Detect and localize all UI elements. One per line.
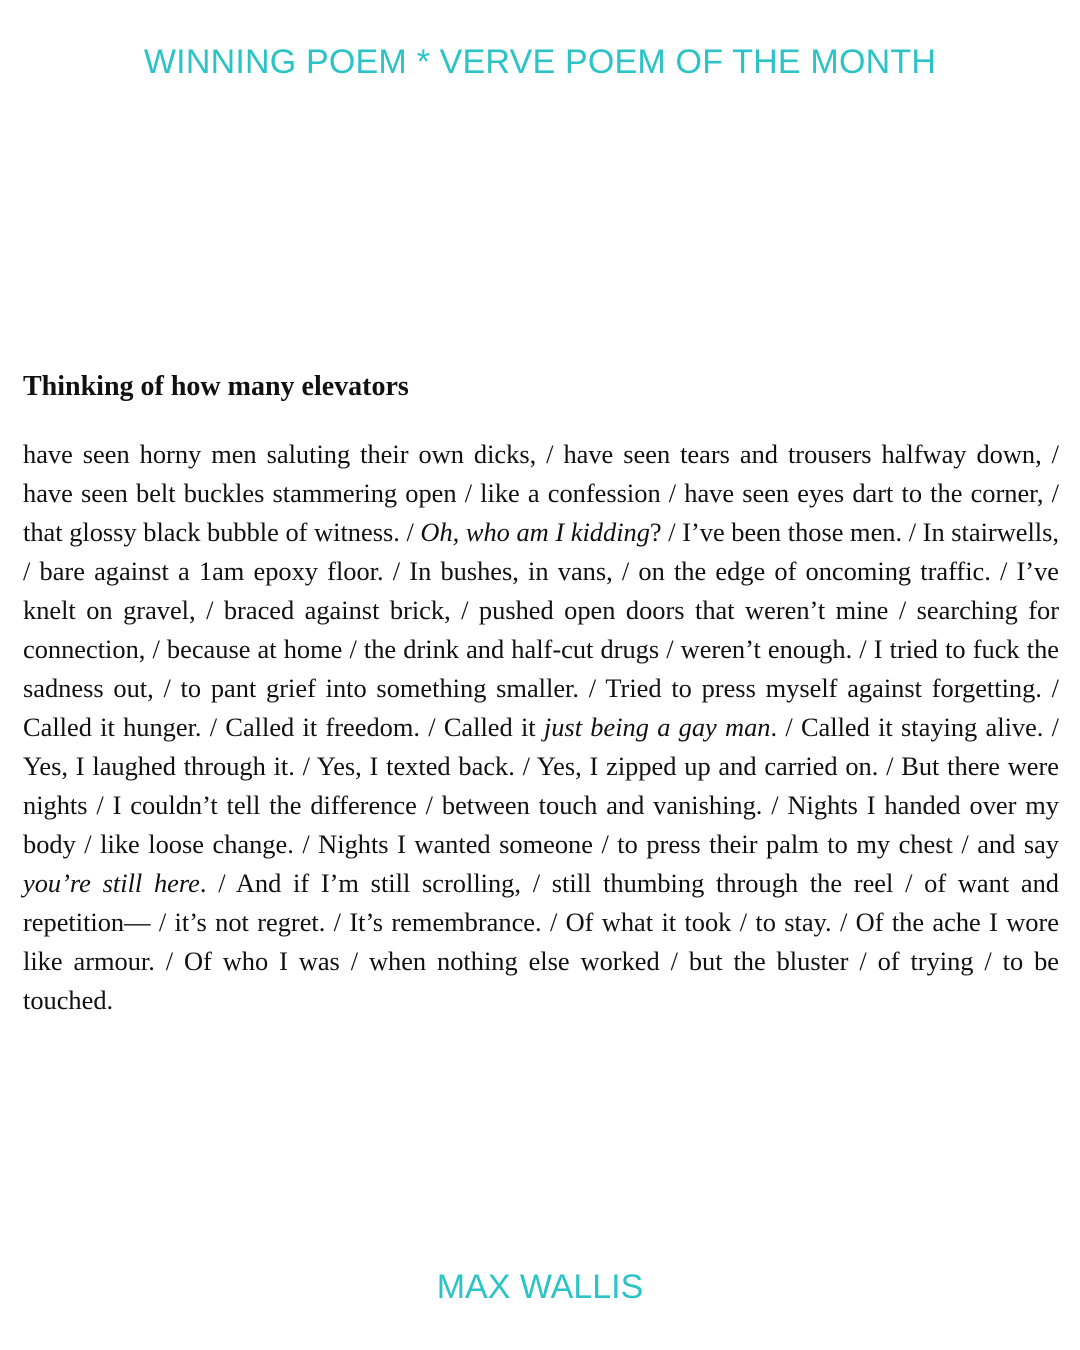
poem-body — [23, 435, 1059, 1020]
poem-title: Thinking of how many elevators — [23, 371, 409, 402]
header-banner: WINNING POEM * VERVE POEM OF THE MONTH — [143, 43, 937, 81]
poem-segment-italic: Oh, who am I kidding — [420, 517, 650, 547]
poem-segment: . / Called it staying alive. / Yes, I laughed through it. / Yes, I texted back. / Yes, I zipped up and carried on. / But there were nights / I couldn’t tell the difference / between touch and vanishing. / Nights I handed over my body / like loose change. / Nights I wanted someone / to press their palm to my chest / and say — [23, 712, 1059, 859]
poem-segment: have seen horny men saluting their own dicks, / have seen tears and trousers halfway down, / have seen belt buckles stammering open / like a confession / have seen eyes dart to the corner, / that glossy black bubble of witness. / — [23, 439, 1059, 547]
poem-segment: ? / I’ve been those men. / In stairwells, / bare against a 1am epoxy floor. / In bushes, in vans, / on the edge of oncoming traffic. / I’ve knelt on gravel, / braced against brick, / pushed open doors that weren’t mine / searching for connection, / because at home / the drink and half-cut drugs / weren’t enough. / I tried to fuck the sadness out, / to pant grief into something smaller. / Tried to press myself against forgetting. / Called it hunger. / Called it freedom. / Called it — [23, 517, 1059, 742]
poem-segment-italic: you’re still here — [23, 868, 200, 898]
poem-segment: . / And if I’m still scrolling, / still thumbing through the reel / of want and repetition— / it’s not regret. / It’s remembrance. / Of what it took / to stay. / Of the ache I wore like armour. / Of who I was / when nothing else worked / but the bluster / of trying / to be touched. — [23, 868, 1059, 1015]
poem-segment-italic: just being a gay man — [543, 712, 771, 742]
author-name: MAX WALLIS — [436, 1268, 644, 1306]
